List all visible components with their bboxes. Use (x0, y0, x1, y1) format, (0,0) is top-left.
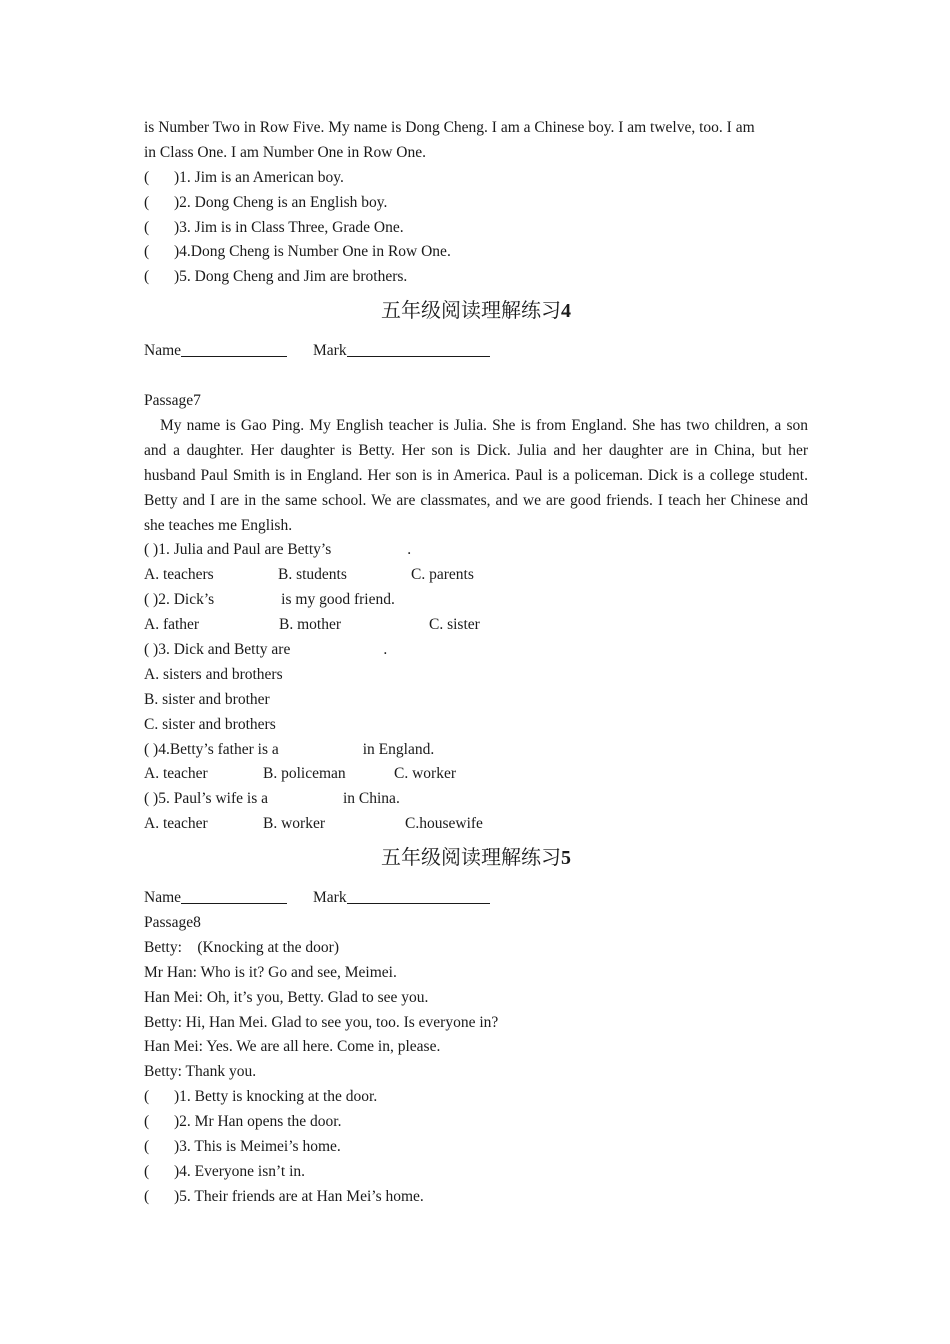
dialogue-line-2: Mr Han: Who is it? Go and see, Meimei. (144, 963, 397, 981)
s4-question-3-option-b: B. sister and brother (144, 690, 270, 708)
section5-title: 五年级阅读理解练习5 (381, 845, 571, 870)
s5-question-1: ( )1. Betty is knocking at the door. (144, 1088, 378, 1106)
passage6-question-4: ( )4.Dong Cheng is Number One in Row One. (144, 243, 451, 261)
passage6-line-1: is Number Two in Row Five. My name is Dong Cheng. I am a Chinese boy. I am twelve, too. I am (144, 119, 755, 136)
s4-question-1-options: A. teachers B. students C. parents (144, 566, 474, 584)
dialogue-line-5: Han Mei: Yes. We are all here. Come in, please. (144, 1038, 441, 1056)
s4-question-3: ( )3. Dick and Betty are . (144, 641, 388, 658)
dialogue-line-3: Han Mei: Oh, it’s you, Betty. Glad to see you. (144, 988, 429, 1006)
s4-question-2: ( )2. Dick’s is my good friend. (144, 591, 395, 609)
s5-question-3: ( )3. This is Meimei’s home. (144, 1138, 341, 1156)
passage6-question-5: ( )5. Dong Cheng and Jim are brothers. (144, 268, 408, 286)
s4-question-2-options: A. father B. mother C. sister (144, 616, 480, 634)
dialogue-line-1: Betty: (Knocking at the door) (144, 938, 339, 956)
s4-question-4-options: A. teacher B. policeman C. worker (144, 765, 456, 783)
s4-question-5-options: A. teacher B. worker C.housewife (144, 815, 483, 833)
passage6-question-3: ( )3. Jim is in Class Three, Grade One. (144, 218, 404, 236)
section5-name-mark: Name Mark (144, 886, 808, 911)
dialogue-line-6: Betty: Thank you. (144, 1063, 257, 1081)
s4-question-4: ( )4.Betty’s father is a in England. (144, 740, 435, 758)
s4-question-5: ( )5. Paul’s wife is a in China. (144, 790, 400, 808)
passage6-question-1: ( )1. Jim is an American boy. (144, 168, 344, 186)
section4-name-mark: Name Mark (144, 339, 808, 364)
dialogue-line-4: Betty: Hi, Han Mei. Glad to see you, too. Is everyone in? (144, 1013, 499, 1031)
passage6-question-2: ( )2. Dong Cheng is an English boy. (144, 193, 388, 211)
section4-title: 五年级阅读理解练习4 (381, 298, 571, 323)
passage7-text: My name is Gao Ping. My English teacher is Julia. She is from England. She has two children, a son and a daughter. Her daughter is Betty. Her son is Dick. Julia and her daughter are in China, but her husband Paul Smith is in England. Her son is in America. Paul is a policeman. Dick is a college student. Betty and I are in the same school. We are classmates, and we are good friends. I teach her Chinese and she teaches me English. (144, 416, 808, 534)
passage6-line-2: in Class One. I am Number One in Row One. (144, 143, 426, 161)
passage7-label: Passage7 (144, 392, 201, 410)
s4-question-1: ( )1. Julia and Paul are Betty’s . (144, 541, 412, 559)
document-page (144, 116, 808, 1210)
s4-question-3-option-a: A. sisters and brothers (144, 665, 283, 683)
s4-question-3-option-c: C. sister and brothers (144, 715, 276, 733)
passage8-label: Passage8 (144, 914, 201, 932)
s5-question-4: ( )4. Everyone isn’t in. (144, 1162, 306, 1180)
s5-question-2: ( )2. Mr Han opens the door. (144, 1113, 342, 1131)
s5-question-5: ( )5. Their friends are at Han Mei’s home. (144, 1187, 424, 1205)
